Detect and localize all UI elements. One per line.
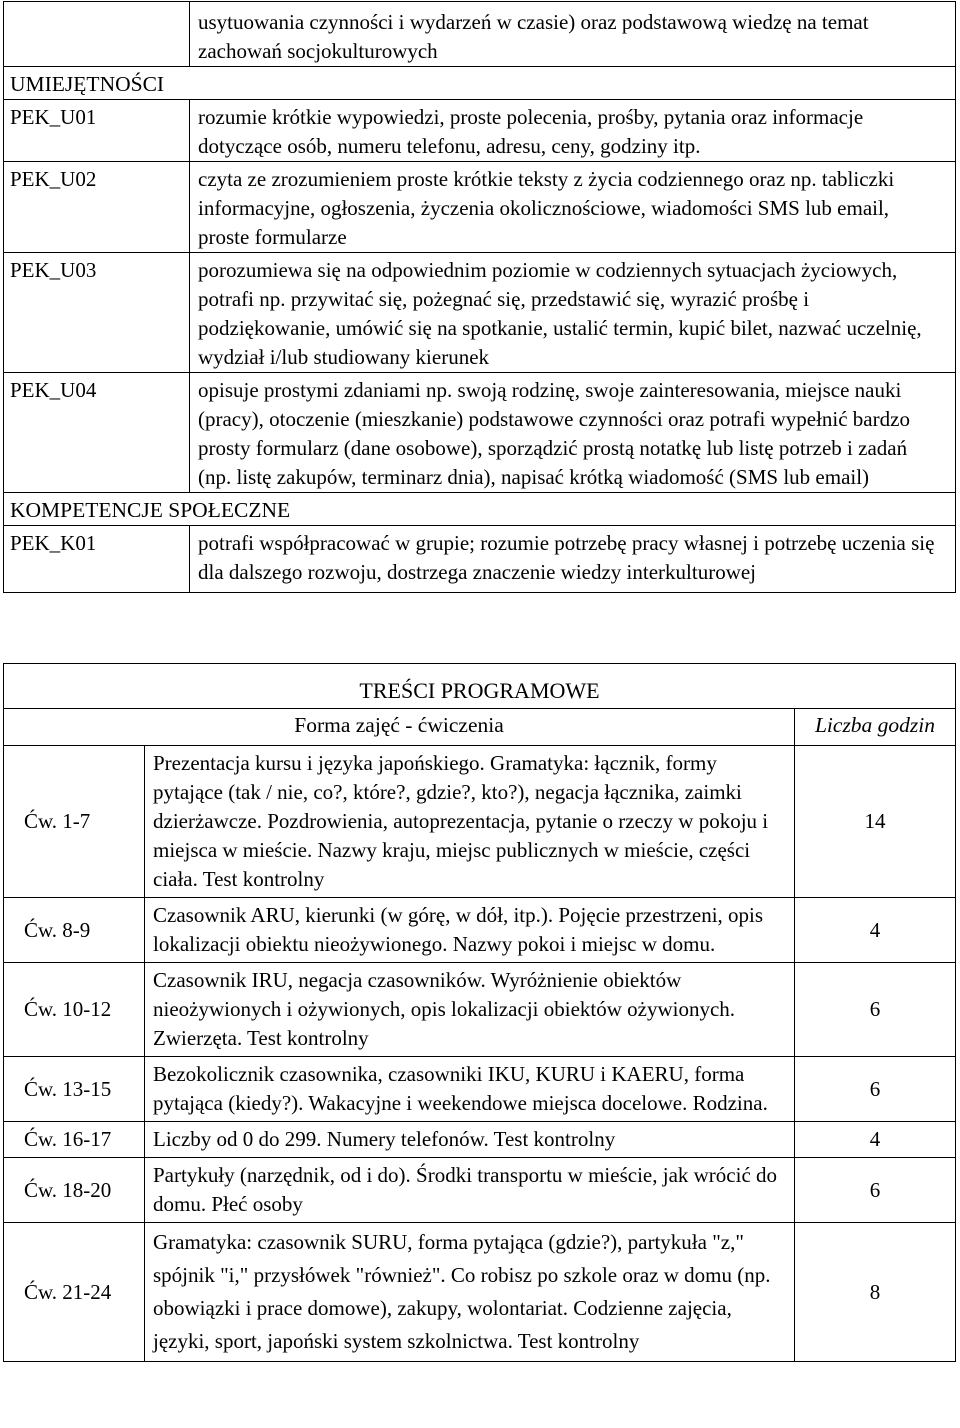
outcome-code: PEK_U03 xyxy=(4,253,190,373)
session-label: Ćw. 18-20 xyxy=(4,1158,145,1223)
outcome-text: czyta ze zrozumieniem proste krótkie teksty z życia codziennego oraz np. tabliczki informacyjne, ogłoszenia, życzenia okolicznościowe, wiadomości SMS lub email, proste formularze xyxy=(190,162,956,253)
program-title: TREŚCI PROGRAMOWE xyxy=(4,664,956,709)
outcome-code: PEK_K01 xyxy=(4,526,190,593)
hours-value: 4 xyxy=(795,898,956,963)
topic-text: Prezentacja kursu i języka japońskiego. Gramatyka: łącznik, formy pytające (tak / nie, co?, które?, gdzie?, kto?), negacja łącznika, zaimki dzierżawcze. Pozdrowienia, autoprezentacja, pytanie o rzeczy w pokoju i miejsca w mieście. Nazwy kraju, miejsc publicznych w mieście, części ciała. Test kontrolny xyxy=(145,746,795,898)
outcome-text: porozumiewa się na odpowiednim poziomie w codziennych sytuacjach życiowych, potrafi np. przywitać się, pożegnać się, przedstawić się, wyrazić prośbę i podziękowanie, umówić się na spotkanie, ustalić termin, kupić bilet, nazwać uczelnię, wydział i/lub studiowany kierunek xyxy=(190,253,956,373)
program-row xyxy=(4,898,956,963)
hours-value: 8 xyxy=(795,1223,956,1362)
outcome-row xyxy=(4,373,956,493)
hours-value: 6 xyxy=(795,1158,956,1223)
program-title-row xyxy=(4,664,956,709)
outcome-text: rozumie krótkie wypowiedzi, proste polecenia, prośby, pytania oraz informacje dotyczące osób, numeru telefonu, adresu, ceny, godziny itp. xyxy=(190,100,956,162)
program-row xyxy=(4,1122,956,1158)
topic-text: Czasownik ARU, kierunki (w górę, w dół, itp.). Pojęcie przestrzeni, opis lokalizacji obiektu nieożywionego. Nazwy pokoi i miejsc w domu. xyxy=(145,898,795,963)
topic-text: Partykuły (narzędnik, od i do). Środki transportu w mieście, jak wrócić do domu. Płeć osoby xyxy=(145,1158,795,1223)
program-row xyxy=(4,1057,956,1122)
outcome-code: PEK_U04 xyxy=(4,373,190,493)
section-header-skills: UMIEJĘTNOŚCI xyxy=(4,67,956,100)
learning-outcomes-table xyxy=(3,1,956,593)
carry-over-text: usytuowania czynności i wydarzeń w czasie) oraz podstawową wiedzę na temat zachowań socjokulturowych xyxy=(190,2,956,67)
outcome-code: PEK_U02 xyxy=(4,162,190,253)
form-label: Forma zajęć - ćwiczenia xyxy=(4,709,795,746)
session-label: Ćw. 8-9 xyxy=(4,898,145,963)
carry-over-row xyxy=(4,2,956,67)
outcome-code: PEK_U01 xyxy=(4,100,190,162)
session-label: Ćw. 16-17 xyxy=(4,1122,145,1158)
social-header-row xyxy=(4,493,956,526)
topic-text: Liczby od 0 do 299. Numery telefonów. Test kontrolny xyxy=(145,1122,795,1158)
program-row xyxy=(4,1223,956,1362)
hours-value: 4 xyxy=(795,1122,956,1158)
outcome-row xyxy=(4,162,956,253)
session-label: Ćw. 10-12 xyxy=(4,963,145,1057)
hours-value: 14 xyxy=(795,746,956,898)
skills-header-row xyxy=(4,67,956,100)
session-label: Ćw. 1-7 xyxy=(4,746,145,898)
topic-text: Bezokolicznik czasownika, czasowniki IKU, KURU i KAERU, forma pytająca (kiedy?). Wakacyjne i weekendowe miejsca docelowe. Rodzina. xyxy=(145,1057,795,1122)
program-row xyxy=(4,746,956,898)
session-label: Ćw. 13-15 xyxy=(4,1057,145,1122)
program-row xyxy=(4,963,956,1057)
section-header-social: KOMPETENCJE SPOŁECZNE xyxy=(4,493,956,526)
hours-label: Liczba godzin xyxy=(795,709,956,746)
program-header-row xyxy=(4,709,956,746)
outcome-row xyxy=(4,526,956,593)
code-cell-empty xyxy=(4,2,190,67)
outcome-row xyxy=(4,100,956,162)
outcome-text: potrafi współpracować w grupie; rozumie potrzebę pracy własnej i potrzebę uczenia się dla dalszego rozwoju, dostrzega znaczenie wiedzy interkulturowej xyxy=(190,526,956,593)
outcome-row xyxy=(4,253,956,373)
hours-value: 6 xyxy=(795,963,956,1057)
program-content-table xyxy=(3,663,956,1362)
session-label: Ćw. 21-24 xyxy=(4,1223,145,1362)
program-row xyxy=(4,1158,956,1223)
topic-text: Czasownik IRU, negacja czasowników. Wyróżnienie obiektów nieożywionych i ożywionych, opis lokalizacji obiektów ożywionych. Zwierzęta. Test kontrolny xyxy=(145,963,795,1057)
topic-text: Gramatyka: czasownik SURU, forma pytająca (gdzie?), partykuła "z," spójnik "i," przysłówek "również". Co robisz po szkole oraz w domu (np. obowiązki i prace domowe), zakupy, wolontariat. Codzienne zajęcia, języki, sport, japoński system szkolnictwa. Test kontrolny xyxy=(145,1223,795,1362)
hours-value: 6 xyxy=(795,1057,956,1122)
outcome-text: opisuje prostymi zdaniami np. swoją rodzinę, swoje zainteresowania, miejsce nauki (pracy), otoczenie (mieszkanie) podstawowe czynności oraz potrafi wypełnić bardzo prosty formularz (dane osobowe), sporządzić prostą notatkę lub listę potrzeb i zadań (np. listę zakupów, terminarz dnia), napisać krótką wiadomość (SMS lub email) xyxy=(190,373,956,493)
